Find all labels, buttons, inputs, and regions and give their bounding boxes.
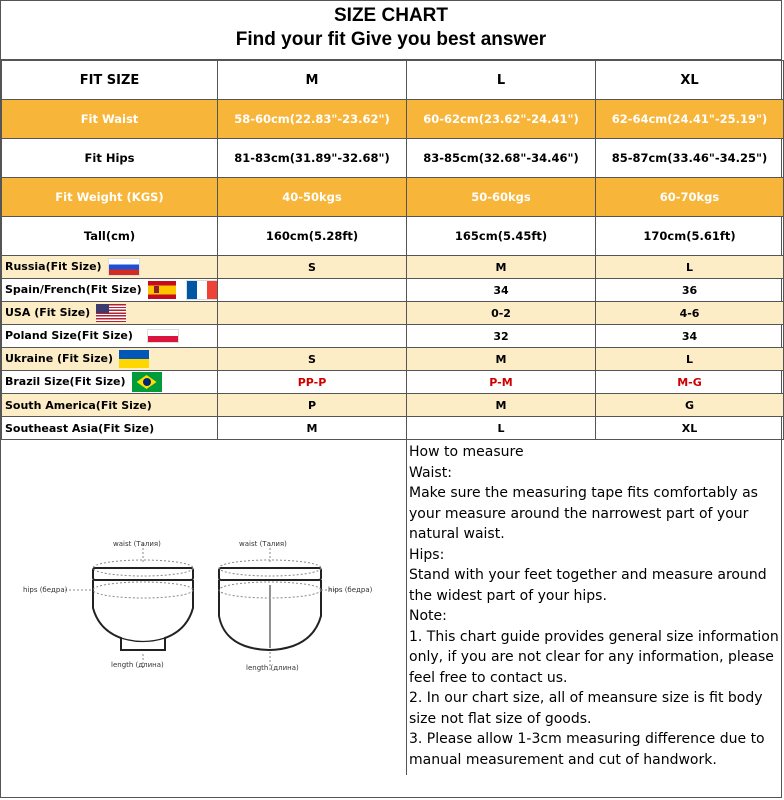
table-cell: 32 <box>407 325 596 348</box>
flag-usa-icon <box>96 304 126 322</box>
row-label: Russia(Fit Size) <box>5 260 102 273</box>
table-row <box>2 178 784 217</box>
row-label-cell <box>2 302 218 325</box>
table-cell: 85-87cm(33.46"-34.25") <box>596 139 784 178</box>
page-subtitle: Find your fit Give you best answer <box>235 29 547 50</box>
table-header-row <box>2 61 784 100</box>
table-cell: 36 <box>596 279 784 302</box>
row-label: Spain/French(Fit Size) <box>5 283 142 296</box>
notes-line: Waist: <box>409 464 452 481</box>
table-cell: P <box>218 394 407 417</box>
notes-line: Hips: <box>409 546 445 563</box>
table-cell: 60-62cm(23.62"-24.41") <box>407 100 596 139</box>
column-header: M <box>218 61 407 100</box>
flag-poland-icon <box>147 329 179 343</box>
table-cell: P-M <box>407 371 596 394</box>
waist-label-back: waist (Талия) <box>239 540 287 548</box>
table-row <box>2 417 784 440</box>
flag-france-icon <box>186 280 218 300</box>
table-row <box>2 100 784 139</box>
measurement-notes <box>407 440 781 775</box>
row-label: USA (Fit Size) <box>5 306 91 319</box>
notes-line: Stand with your feet together and measure around the widest part of your hips. <box>409 567 767 604</box>
row-label: Poland Size(Fit Size) <box>5 329 133 342</box>
table-row <box>2 139 784 178</box>
table-cell: S <box>218 348 407 371</box>
table-cell: 34 <box>407 279 596 302</box>
waist-label-front: waist (Талия) <box>113 540 161 548</box>
table-cell: 62-64cm(24.41"-25.19") <box>596 100 784 139</box>
table-row <box>2 256 784 279</box>
table-cell: 81-83cm(31.89"-32.68") <box>218 139 407 178</box>
table-cell: M <box>218 417 407 440</box>
notes-line: 1. This chart guide provides general size information only, if you are not clear for any information, please feel free to contact us. <box>409 628 779 686</box>
title-block <box>1 1 781 60</box>
row-label-cell <box>2 325 218 348</box>
notes-line: Make sure the measuring tape fits comfortably as your measure around the narrowest part of your natural waist. <box>409 485 758 542</box>
row-label-cell <box>2 279 218 302</box>
row-label: Fit Weight (KGS) <box>2 178 218 217</box>
table-cell: 40-50kgs <box>218 178 407 217</box>
row-label: South America(Fit Size) <box>2 394 218 417</box>
table-row <box>2 371 784 394</box>
notes-heading: How to measure <box>409 444 524 460</box>
page-title: SIZE CHART <box>334 5 448 26</box>
row-label-cell <box>2 348 218 371</box>
row-label: Fit Hips <box>2 139 218 178</box>
table-cell: G <box>596 394 784 417</box>
table-row <box>2 217 784 256</box>
table-cell: 58-60cm(22.83"-23.62") <box>218 100 407 139</box>
table-cell: 50-60kgs <box>407 178 596 217</box>
table-cell: 60-70kgs <box>596 178 784 217</box>
column-header: L <box>407 61 596 100</box>
table-cell: L <box>596 348 784 371</box>
table-cell: PP-P <box>218 371 407 394</box>
table-row <box>2 325 784 348</box>
flag-brazil-icon <box>132 372 162 392</box>
table-cell: 170cm(5.61ft) <box>596 217 784 256</box>
measurement-illustration <box>1 440 407 775</box>
table-cell: XL <box>596 417 784 440</box>
column-header: FIT SIZE <box>2 61 218 100</box>
hips-label-back: hips (бедра) <box>328 586 373 594</box>
notes-line: 2. In our chart size, all of meansure size is fit body size not flat size of goods. <box>409 690 763 727</box>
column-header: XL <box>596 61 784 100</box>
table-row <box>2 302 784 325</box>
row-label: Southeast Asia(Fit Size) <box>2 417 218 440</box>
flag-russia-icon <box>108 258 140 276</box>
length-label-back: length (длина) <box>246 664 299 672</box>
table-cell: 0-2 <box>407 302 596 325</box>
table-row <box>2 279 784 302</box>
row-label: Fit Waist <box>2 100 218 139</box>
notes-line: 3. Please allow 1-3cm measuring difference due to manual measurement and cut of handwork. <box>409 731 765 768</box>
table-cell: M <box>407 348 596 371</box>
briefs-diagram <box>1 440 405 775</box>
table-cell <box>218 279 407 302</box>
notes-line: Note: <box>409 608 447 624</box>
length-label-front: length (длина) <box>111 661 164 669</box>
table-cell: L <box>407 417 596 440</box>
table-cell <box>218 325 407 348</box>
table-row <box>2 348 784 371</box>
table-cell: S <box>218 256 407 279</box>
table-cell: M <box>407 394 596 417</box>
flag-spain-icon <box>148 281 176 299</box>
flag-ukraine-icon <box>119 350 149 368</box>
table-cell: 34 <box>596 325 784 348</box>
table-cell: M <box>407 256 596 279</box>
bottom-section <box>1 440 781 775</box>
row-label-cell <box>2 256 218 279</box>
hips-label-front: hips (бедра) <box>23 586 68 594</box>
row-label-cell <box>2 371 218 394</box>
table-cell: 165cm(5.45ft) <box>407 217 596 256</box>
row-label: Tall(cm) <box>2 217 218 256</box>
table-row <box>2 394 784 417</box>
size-table <box>1 60 784 440</box>
row-label: Brazil Size(Fit Size) <box>5 375 126 388</box>
table-cell: 160cm(5.28ft) <box>218 217 407 256</box>
table-cell: L <box>596 256 784 279</box>
row-label: Ukraine (Fit Size) <box>5 352 113 365</box>
table-cell: 4-6 <box>596 302 784 325</box>
table-cell: 83-85cm(32.68"-34.46") <box>407 139 596 178</box>
table-cell <box>218 302 407 325</box>
table-cell: M-G <box>596 371 784 394</box>
